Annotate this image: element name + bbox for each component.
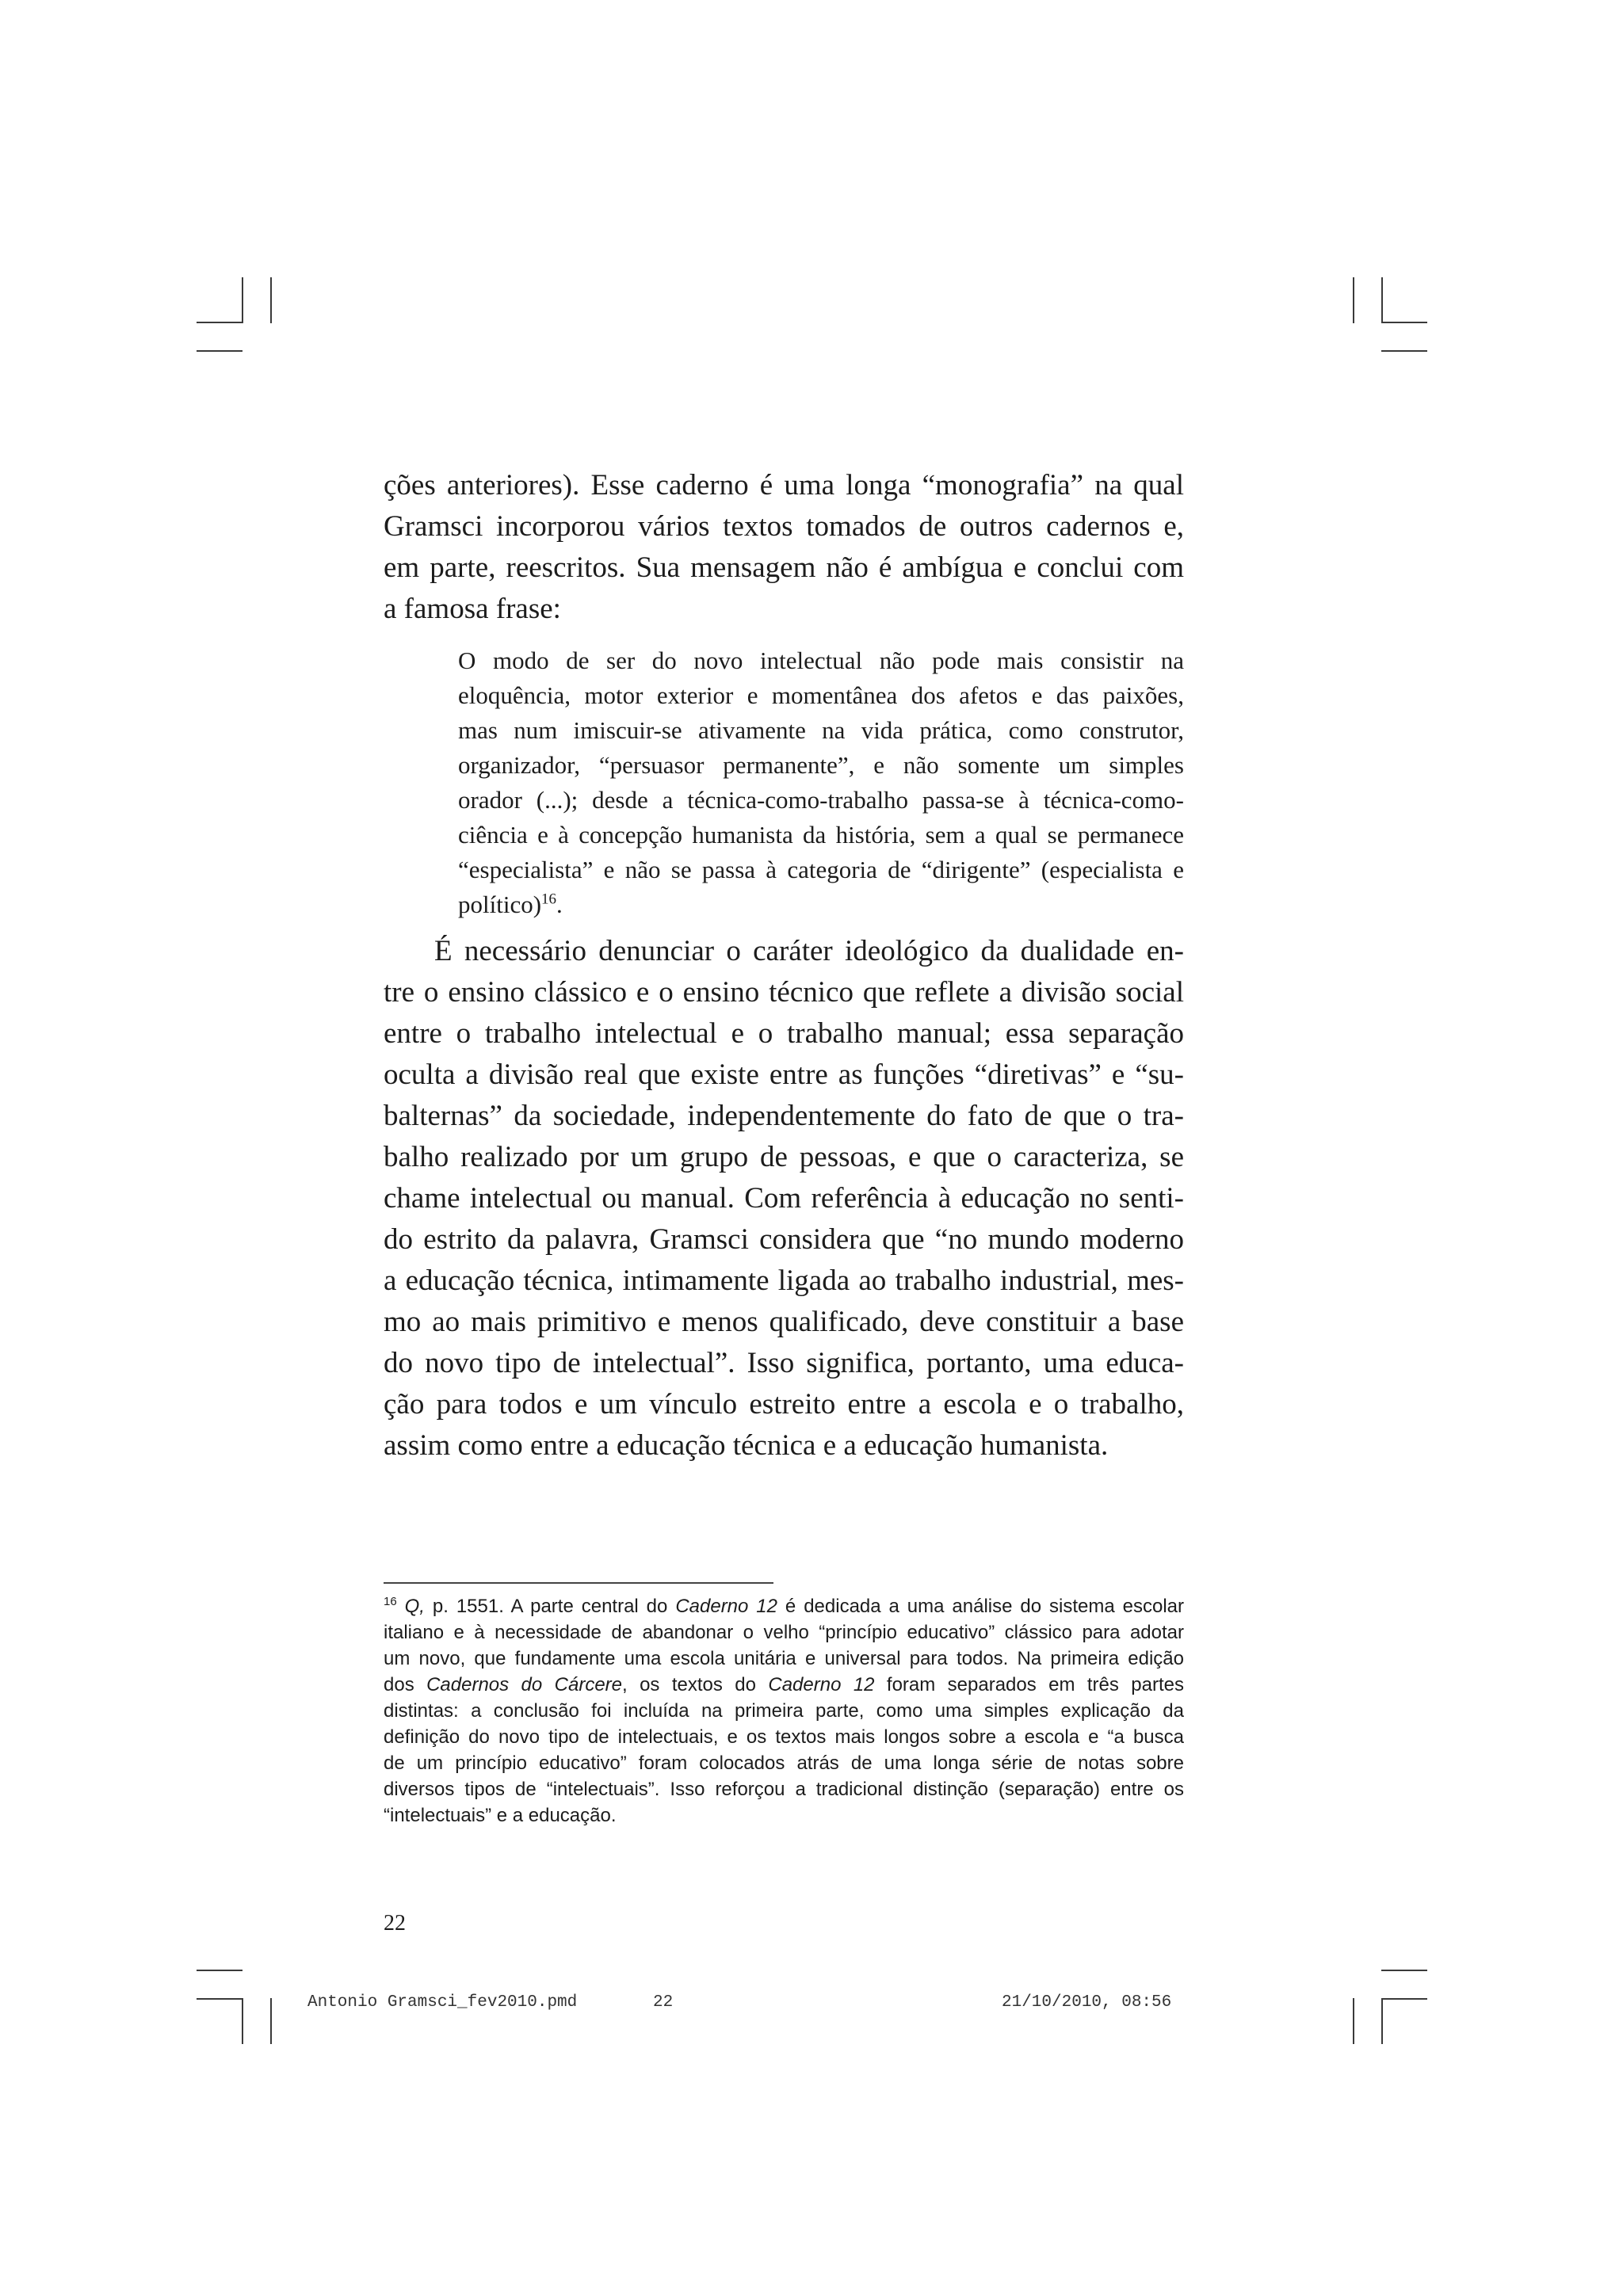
footnote-line: um novo, que fundamente uma escola unitária e universal para todos. Na primeira edição bbox=[384, 1648, 1184, 1669]
block-quote-line: orador (...); desde a técnica-como-trabalho passa-se à técnica-como- bbox=[458, 786, 1184, 814]
crop-mark bbox=[270, 1998, 272, 2044]
body-line: tre o ensino clássico e o ensino técnico que reflete a divisão social bbox=[384, 976, 1184, 1009]
body-line: chame intelectual ou manual. Com referência à educação no senti- bbox=[384, 1182, 1184, 1215]
footnote-line: de um princípio educativo” foram colocados atrás de uma longa série de notas sobre bbox=[384, 1753, 1184, 1774]
crop-mark bbox=[1381, 1998, 1383, 2044]
crop-mark bbox=[1381, 322, 1427, 323]
body-line: entre o trabalho intelectual e o trabalho manual; essa separação bbox=[384, 1017, 1184, 1050]
footnote-line: “intelectuais” e a educação. bbox=[384, 1805, 617, 1826]
body-line: a famosa frase: bbox=[384, 593, 561, 625]
body-line: É necessário denunciar o caráter ideológico da dualidade en- bbox=[434, 935, 1184, 967]
body-line: balho realizado por um grupo de pessoas, e que o caracteriza, se bbox=[384, 1141, 1184, 1173]
block-quote-line: organizador, “persuasor permanente”, e não somente um simples bbox=[458, 751, 1184, 779]
body-line: a educação técnica, intimamente ligada ao trabalho industrial, mes- bbox=[384, 1264, 1184, 1297]
slug-datetime: 21/10/2010, 08:56 bbox=[1002, 1993, 1172, 2012]
footnote-text: p. 1551. A parte central do bbox=[424, 1596, 676, 1617]
footnote-text: dos bbox=[384, 1674, 427, 1695]
crop-mark bbox=[1353, 1998, 1354, 2044]
footnote-reference: 16 bbox=[541, 891, 557, 908]
footnote-text: , os textos do bbox=[622, 1674, 769, 1695]
footnote-line: definição do novo tipo de intelectuais, e os textos mais longos sobre a escola e “a busca bbox=[384, 1726, 1184, 1748]
page-number: 22 bbox=[384, 1911, 406, 1936]
crop-mark bbox=[197, 350, 242, 352]
block-quote-line: O modo de ser do novo intelectual não pode mais consistir na bbox=[458, 646, 1184, 674]
footnote-line: italiano e à necessidade de abandonar o velho “princípio educativo” clássico para adotar bbox=[384, 1622, 1184, 1643]
crop-mark bbox=[1381, 1998, 1427, 2000]
crop-mark bbox=[242, 277, 243, 323]
body-line: do estrito da palavra, Gramsci considera que “no mundo moderno bbox=[384, 1223, 1184, 1256]
crop-mark bbox=[197, 1998, 242, 2000]
footnote-line bbox=[384, 1597, 1184, 1616]
body-line: Gramsci incorporou vários textos tomados de outros cadernos e, bbox=[384, 510, 1184, 543]
footnote-text: foram separados em três partes bbox=[874, 1674, 1184, 1695]
block-quote-line: ciência e à concepção humanista da história, sem a qual se permanece bbox=[458, 821, 1184, 849]
block-quote-line: eloquência, motor exterior e momentânea dos afetos e das paixões, bbox=[458, 681, 1184, 709]
body-line: do novo tipo de intelectual”. Isso significa, portanto, uma educa- bbox=[384, 1347, 1184, 1379]
crop-mark bbox=[242, 1998, 243, 2044]
block-quote-line: “especialista” e não se passa à categoria de “dirigente” (especialista e bbox=[458, 856, 1184, 883]
footnote-abbrev: Q, bbox=[404, 1596, 425, 1617]
block-quote-line: mas num imiscuir-se ativamente na vida prática, como construtor, bbox=[458, 716, 1184, 744]
slug-page: 22 bbox=[653, 1993, 674, 2012]
footnote-line: diversos tipos de “intelectuais”. Isso reforçou a tradicional distinção (separação) entre os bbox=[384, 1779, 1184, 1800]
crop-mark bbox=[1353, 277, 1354, 323]
body-line: ção para todos e um vínculo estreito entre a escola e o trabalho, bbox=[384, 1388, 1184, 1421]
footnote-separator bbox=[384, 1582, 773, 1584]
body-line: em parte, reescritos. Sua mensagem não é ambígua e conclui com bbox=[384, 551, 1184, 584]
crop-mark bbox=[1381, 350, 1427, 352]
footnote-line: distintas: a conclusão foi incluída na primeira parte, como uma simples explicação da bbox=[384, 1700, 1184, 1722]
crop-mark bbox=[270, 277, 272, 323]
quote-end: . bbox=[556, 891, 563, 918]
crop-mark bbox=[197, 1970, 242, 1971]
footnote-text: é dedicada a uma análise do sistema escolar bbox=[777, 1596, 1185, 1617]
crop-mark bbox=[1381, 277, 1383, 323]
crop-mark bbox=[197, 322, 242, 323]
body-line: oculta a divisão real que existe entre as funções “diretivas” e “su- bbox=[384, 1058, 1184, 1091]
crop-mark bbox=[1381, 1970, 1427, 1971]
footnote-line bbox=[384, 1676, 1184, 1695]
slug-filename: Antonio Gramsci_fev2010.pmd bbox=[307, 1993, 578, 2012]
footnote-number: 16 bbox=[384, 1595, 397, 1608]
footnote-title: Cadernos do Cárcere bbox=[426, 1674, 623, 1695]
body-line: ções anteriores). Esse caderno é uma longa “monografia” na qual bbox=[384, 469, 1184, 502]
footnote-title: Caderno 12 bbox=[675, 1596, 777, 1617]
footnote-title: Caderno 12 bbox=[768, 1674, 875, 1695]
body-line: mo ao mais primitivo e menos qualificado, deve constituir a base bbox=[384, 1306, 1184, 1338]
block-quote-line bbox=[458, 892, 1184, 917]
quote-text: político) bbox=[458, 891, 542, 918]
body-line: assim como entre a educação técnica e a educação humanista. bbox=[384, 1429, 1109, 1462]
body-line: balternas” da sociedade, independentemente do fato de que o tra- bbox=[384, 1100, 1184, 1132]
